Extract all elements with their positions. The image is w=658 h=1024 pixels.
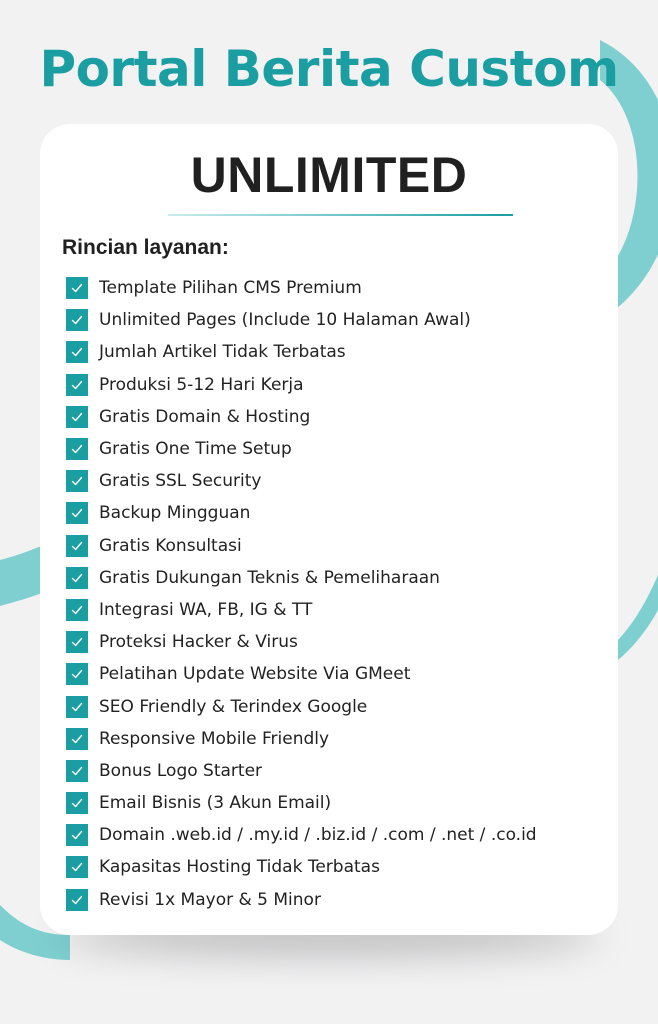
checkbox-checked-icon	[66, 567, 88, 589]
feature-label: Revisi 1x Mayor & 5 Minor	[99, 889, 321, 910]
pricing-card	[40, 124, 618, 935]
feature-label: Pelatihan Update Website Via GMeet	[99, 664, 411, 685]
feature-item	[66, 465, 537, 497]
plan-name: UNLIMITED	[190, 147, 468, 203]
checkbox-checked-icon	[66, 792, 88, 814]
checkbox-checked-icon	[66, 631, 88, 653]
feature-item	[66, 658, 537, 690]
feature-item	[66, 369, 537, 401]
feature-label: Responsive Mobile Friendly	[99, 728, 330, 749]
checkbox-checked-icon	[66, 406, 88, 428]
feature-label: Gratis Domain & Hosting	[99, 406, 311, 427]
feature-label: Kapasitas Hosting Tidak Terbatas	[99, 857, 380, 878]
feature-item	[66, 433, 537, 465]
feature-item	[66, 690, 537, 722]
checkbox-checked-icon	[66, 599, 88, 621]
feature-item	[66, 594, 537, 626]
feature-item	[66, 497, 537, 529]
feature-item	[66, 626, 537, 658]
feature-label: Backup Mingguan	[99, 503, 251, 524]
feature-item	[66, 272, 537, 304]
checkbox-checked-icon	[66, 856, 88, 878]
decor-arc-right-lower	[618, 575, 658, 660]
feature-label: Gratis SSL Security	[99, 471, 262, 492]
checkbox-checked-icon	[66, 696, 88, 718]
feature-label: Integrasi WA, FB, IG & TT	[99, 599, 313, 620]
checkbox-checked-icon	[66, 438, 88, 460]
feature-label: Bonus Logo Starter	[99, 760, 263, 781]
feature-item	[66, 787, 537, 819]
checkbox-checked-icon	[66, 470, 88, 492]
feature-item	[66, 884, 537, 916]
feature-label: SEO Friendly & Terindex Google	[99, 696, 368, 717]
checkbox-checked-icon	[66, 535, 88, 557]
feature-label: Domain .web.id / .my.id / .biz.id / .com / .net / .co.id	[99, 825, 537, 846]
divider	[168, 214, 513, 216]
feature-item	[66, 851, 537, 883]
feature-list	[66, 272, 537, 916]
checkbox-checked-icon	[66, 889, 88, 911]
feature-item	[66, 530, 537, 562]
feature-item	[66, 304, 537, 336]
feature-label: Email Bisnis (3 Akun Email)	[99, 793, 332, 814]
feature-label: Unlimited Pages (Include 10 Halaman Awal)	[99, 310, 471, 331]
checkbox-checked-icon	[66, 277, 88, 299]
feature-item	[66, 819, 537, 851]
page-title: Portal Berita Custom	[39, 40, 619, 98]
feature-item	[66, 336, 537, 368]
checkbox-checked-icon	[66, 824, 88, 846]
feature-item	[66, 723, 537, 755]
checkbox-checked-icon	[66, 502, 88, 524]
checkbox-checked-icon	[66, 760, 88, 782]
checkbox-checked-icon	[66, 728, 88, 750]
section-heading: Rincian layanan:	[62, 236, 229, 259]
checkbox-checked-icon	[66, 663, 88, 685]
checkbox-checked-icon	[66, 341, 88, 363]
checkbox-checked-icon	[66, 374, 88, 396]
feature-label: Jumlah Artikel Tidak Terbatas	[99, 342, 346, 363]
feature-label: Gratis Konsultasi	[99, 535, 242, 556]
feature-item	[66, 401, 537, 433]
feature-label: Template Pilihan CMS Premium	[99, 278, 362, 299]
decor-arc-left	[0, 545, 44, 606]
feature-item	[66, 755, 537, 787]
checkbox-checked-icon	[66, 309, 88, 331]
feature-item	[66, 562, 537, 594]
feature-label: Produksi 5-12 Hari Kerja	[99, 374, 304, 395]
feature-label: Gratis One Time Setup	[99, 439, 292, 460]
feature-label: Gratis Dukungan Teknis & Pemeliharaan	[99, 567, 440, 588]
feature-label: Proteksi Hacker & Virus	[99, 632, 298, 653]
